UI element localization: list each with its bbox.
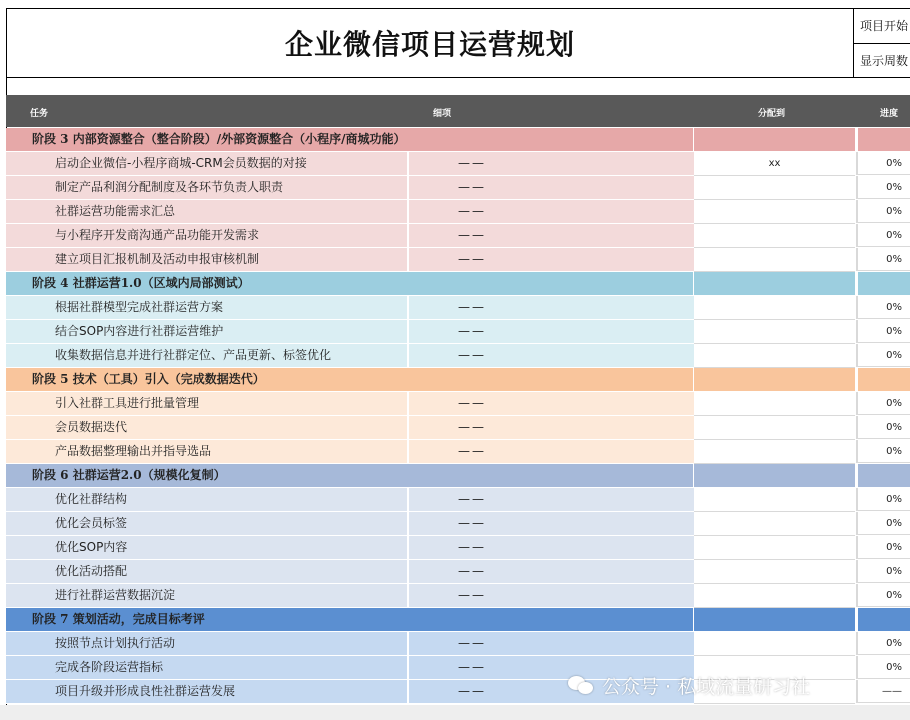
task-cell[interactable] [6, 152, 407, 176]
phase-row [6, 128, 910, 152]
detail-text: —— [458, 420, 486, 434]
watermark [568, 672, 810, 698]
task-name: 会员数据迭代 [55, 420, 128, 434]
task-row [6, 344, 910, 368]
assign-cell[interactable] [694, 200, 855, 224]
task-cell[interactable] [6, 368, 693, 392]
task-name: 优化SOP内容 [55, 540, 128, 554]
phase-row [6, 608, 910, 632]
task-cell[interactable] [6, 560, 407, 584]
progress-cell[interactable]: 0% [856, 320, 910, 343]
progress-cell[interactable]: 0% [856, 392, 910, 415]
task-name: 制定产品利润分配制度及各环节负责人职责 [55, 180, 284, 194]
detail-cell[interactable] [408, 560, 694, 583]
phase-title: 阶段 6 社群运营2.0（规模化复制） [32, 468, 226, 482]
assign-cell[interactable] [694, 296, 855, 320]
detail-text: —— [458, 540, 486, 554]
detail-cell[interactable] [408, 224, 694, 247]
detail-cell[interactable] [408, 248, 694, 271]
detail-text: —— [458, 324, 486, 338]
detail-cell[interactable] [408, 320, 694, 343]
detail-text: —— [458, 396, 486, 410]
task-cell[interactable] [6, 464, 693, 488]
phase-title: 阶段 7 策划活动，完成目标考评 [32, 612, 205, 626]
task-cell[interactable] [6, 200, 407, 224]
detail-cell[interactable] [408, 488, 694, 511]
task-row [6, 536, 910, 560]
assign-cell[interactable] [694, 608, 855, 631]
detail-text: —— [458, 588, 486, 602]
project-start-label[interactable]: 项目开始 [854, 9, 910, 44]
assign-cell[interactable] [694, 584, 855, 608]
task-cell[interactable] [6, 416, 407, 440]
progress-cell[interactable]: 0% [856, 200, 910, 223]
detail-cell[interactable] [408, 344, 694, 367]
task-cell[interactable] [6, 176, 407, 200]
task-cell[interactable] [6, 536, 407, 560]
detail-text: —— [458, 252, 486, 266]
task-name: 收集数据信息并进行社群定位、产品更新、标签优化 [55, 348, 332, 362]
assign-cell[interactable] [694, 224, 855, 248]
task-row [6, 296, 910, 320]
task-row [6, 440, 910, 464]
progress-cell[interactable] [856, 128, 910, 151]
detail-cell[interactable] [408, 536, 694, 559]
progress-cell[interactable] [856, 464, 910, 487]
progress-cell[interactable]: 0% [856, 488, 910, 511]
task-cell[interactable] [6, 680, 407, 704]
task-name: 产品数据整理输出并指导选品 [55, 444, 212, 458]
task-cell[interactable] [6, 320, 407, 344]
task-name: 项目升级并形成良性社群运营发展 [55, 684, 236, 698]
task-row [6, 584, 910, 608]
header-assign: 分配到 [758, 109, 786, 119]
task-cell[interactable] [6, 128, 693, 152]
progress-cell[interactable]: 0% [856, 440, 910, 463]
detail-text: —— [458, 348, 486, 362]
assign-cell[interactable] [694, 128, 855, 151]
task-cell[interactable] [6, 224, 407, 248]
progress-cell[interactable]: 0% [856, 344, 910, 367]
meta-panel [854, 8, 910, 78]
task-row [6, 248, 910, 272]
watermark-text: 公众号 · 私域流量研习社 [602, 675, 811, 698]
assign-cell[interactable] [694, 248, 855, 272]
task-cell[interactable] [6, 584, 407, 608]
detail-cell[interactable] [408, 152, 694, 175]
task-name: 建立项目汇报机制及活动申报审核机制 [55, 252, 260, 266]
assign-cell[interactable]: xx [694, 152, 855, 176]
task-row [6, 488, 910, 512]
task-cell[interactable] [6, 272, 693, 296]
header-detail: 细项 [433, 109, 452, 119]
progress-cell[interactable] [856, 608, 910, 631]
table-header [6, 95, 910, 127]
detail-text: —— [458, 660, 486, 674]
detail-cell[interactable] [408, 296, 694, 319]
task-name: 启动企业微信-小程序商城-CRM会员数据的对接 [55, 156, 307, 170]
progress-cell[interactable]: 0% [856, 152, 910, 175]
task-cell[interactable] [6, 296, 407, 320]
detail-text: —— [458, 300, 486, 314]
task-row [6, 224, 910, 248]
task-name: 与小程序开发商沟通产品功能开发需求 [55, 228, 260, 242]
detail-text: —— [458, 444, 486, 458]
progress-cell[interactable]: 0% [856, 296, 910, 319]
progress-cell[interactable]: 0% [856, 176, 910, 199]
assign-cell[interactable] [694, 440, 855, 464]
header-progress: 进度 [880, 109, 899, 119]
progress-cell[interactable]: 0% [856, 512, 910, 535]
wechat-icon [568, 674, 594, 696]
task-name: 优化社群结构 [55, 492, 128, 506]
detail-text: —— [458, 564, 486, 578]
progress-cell[interactable]: 0% [856, 656, 910, 679]
task-cell[interactable] [6, 488, 407, 512]
phase-row [6, 272, 910, 296]
task-name: 社群运营功能需求汇总 [55, 204, 176, 218]
progress-cell[interactable]: 0% [856, 536, 910, 559]
assign-cell[interactable] [694, 416, 855, 440]
phase-row [6, 368, 910, 392]
detail-cell[interactable] [408, 512, 694, 535]
task-name: 根据社群模型完成社群运营方案 [55, 300, 224, 314]
progress-cell[interactable]: 0% [856, 224, 910, 247]
task-row [6, 200, 910, 224]
detail-cell[interactable] [408, 200, 694, 223]
task-row [6, 560, 910, 584]
assign-cell[interactable] [694, 368, 855, 391]
detail-text: —— [458, 636, 486, 650]
task-row [6, 632, 910, 656]
task-row [6, 176, 910, 200]
task-cell[interactable] [6, 512, 407, 536]
task-name: 进行社群运营数据沉淀 [55, 588, 176, 602]
task-row [6, 320, 910, 344]
phase-title: 阶段 3 内部资源整合（整合阶段）/外部资源整合（小程序/商城功能） [32, 132, 406, 146]
detail-cell[interactable] [408, 440, 694, 463]
task-cell[interactable] [6, 632, 407, 656]
assign-cell[interactable] [694, 632, 855, 656]
task-cell[interactable] [6, 392, 407, 416]
task-row [6, 392, 910, 416]
progress-cell[interactable]: 0% [856, 248, 910, 271]
progress-cell[interactable]: 0% [856, 416, 910, 439]
task-name: 引入社群工具进行批量管理 [55, 396, 200, 410]
progress-cell[interactable]: 0% [856, 632, 910, 655]
detail-cell[interactable] [408, 392, 694, 415]
detail-cell[interactable] [408, 584, 694, 607]
detail-cell[interactable] [408, 632, 694, 655]
progress-cell[interactable] [856, 368, 910, 391]
task-name: 按照节点计划执行活动 [55, 636, 176, 650]
header-task: 任务 [30, 109, 49, 119]
detail-text: —— [458, 516, 486, 530]
assign-cell[interactable] [694, 512, 855, 536]
task-cell[interactable] [6, 440, 407, 464]
phase-row [6, 464, 910, 488]
task-name: 完成各阶段运营指标 [55, 660, 164, 674]
assign-cell[interactable] [694, 536, 855, 560]
detail-text: —— [458, 684, 486, 698]
title-cell[interactable] [6, 8, 854, 78]
task-name: 结合SOP内容进行社群运营维护 [55, 324, 224, 338]
display-weeks-label[interactable]: 显示周数 [860, 54, 909, 68]
assign-cell[interactable] [694, 272, 855, 295]
task-row [6, 512, 910, 536]
phase-title: 阶段 5 技术（工具）引入（完成数据迭代） [32, 372, 265, 386]
task-name: 优化活动搭配 [55, 564, 128, 578]
task-row [6, 416, 910, 440]
progress-cell[interactable]: 0% [856, 584, 910, 607]
detail-text: —— [458, 228, 486, 242]
task-row [6, 152, 910, 176]
detail-text: —— [458, 204, 486, 218]
detail-text: —— [458, 156, 486, 170]
progress-cell[interactable]: —— [856, 680, 910, 703]
detail-cell[interactable] [408, 416, 694, 439]
page-title: 企业微信项目运营规划 [284, 28, 575, 61]
assign-cell[interactable] [694, 320, 855, 344]
task-name: 优化会员标签 [55, 516, 128, 530]
sheet-footer-strip [0, 705, 910, 720]
detail-text: —— [458, 180, 486, 194]
task-cell[interactable] [6, 248, 407, 272]
detail-cell[interactable] [408, 176, 694, 199]
task-cell[interactable] [6, 656, 407, 680]
task-cell[interactable] [6, 608, 693, 632]
assign-cell[interactable] [694, 176, 855, 200]
assign-cell[interactable] [694, 488, 855, 512]
assign-cell[interactable] [694, 392, 855, 416]
task-cell[interactable] [6, 344, 407, 368]
assign-cell[interactable] [694, 344, 855, 368]
phase-title: 阶段 4 社群运营1.0（区域内局部测试） [32, 276, 250, 290]
assign-cell[interactable] [694, 560, 855, 584]
progress-cell[interactable]: 0% [856, 560, 910, 583]
progress-cell[interactable] [856, 272, 910, 295]
assign-cell[interactable] [694, 464, 855, 487]
detail-text: —— [458, 492, 486, 506]
